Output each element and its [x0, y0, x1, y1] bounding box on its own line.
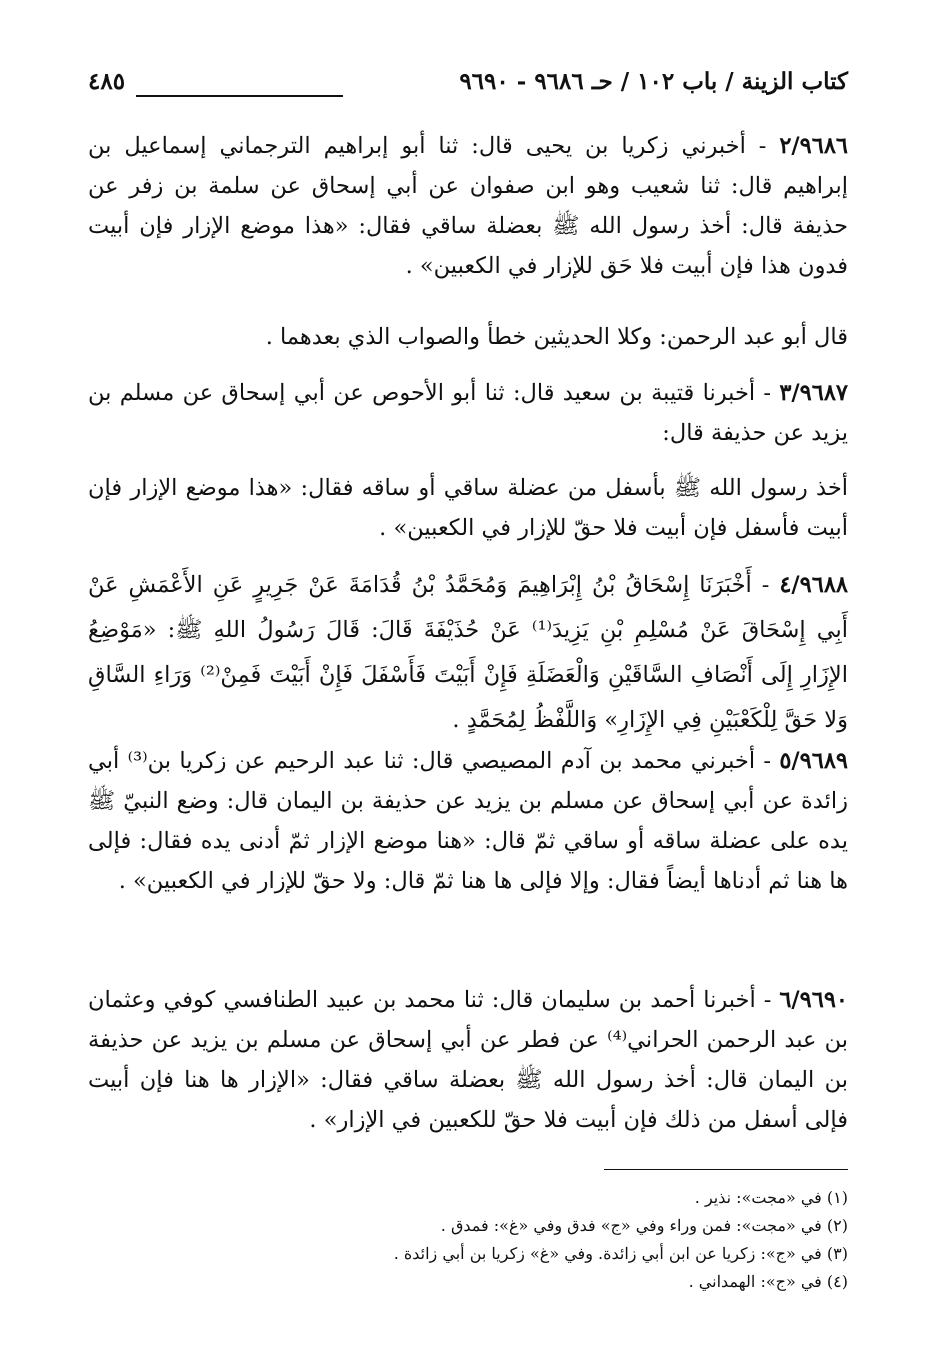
hadith-number: ٥/٩٦٨٩ — [779, 748, 848, 774]
hadith-9687-matn — [88, 468, 848, 548]
footnote-1: (١) في «مجت»: نذير . — [694, 1188, 848, 1207]
hadith-number: ٦/٩٦٩٠ — [779, 987, 848, 1013]
hadith-9688 — [88, 563, 848, 743]
header-rule — [136, 95, 343, 97]
hadith-9689 — [88, 741, 848, 901]
hadith-number: ٢/٩٦٨٦ — [779, 133, 848, 159]
hadith-text: - أخبرني زكريا بن يحيى قال: ثنا أبو إبراهيم الترجماني إسماعيل بن إبراهيم قال: ثنا شعيب وهو ابن صفوان عن أبي إسحاق عن سلمة بن زفر عن حذيفة قال: أخذ رسول الله ﷺ بعضلة ساقي فقال: «هذا موضع الإزار فإن أبيت فدون هذا فإن أبيت فلا حَق للإزار في الكعبين» . — [88, 133, 848, 279]
hadith-text: - أخبرني محمد بن آدم المصيصي قال: ثنا عبد الرحيم عن زكريا بن⁽³⁾ أبي زائدة عن أبي إسحاق عن مسلم بن يزيد عن حذيفة بن اليمان قال: وضع النبيّ ﷺ يده على عضلة ساقه أو ساقي ثمّ قال: «هنا موضع الإزار ثمّ أدنى يده فقال: فإلى ها هنا ثم أدناها أيضاً فقال: وإلا فإلى ها هنا ثمّ قال: ولا حقّ للإزار في الكعبين» . — [88, 748, 848, 894]
comment-text: قال أبو عبد الرحمن: وكلا الحديثين خطأ والصواب الذي بعدهما . — [265, 324, 848, 350]
running-header — [88, 68, 848, 112]
hadith-text: - أَخْبَرَنَا إِسْحَاقُ بْنُ إِبْرَاهِيمَ وَمُحَمَّدُ بْنُ قُدَامَةَ عَنْ جَرِيرٍ عَنِ الأَعْمَشِ عَنْ أَبِي إِسْحَاقَ عَنْ مُسْلِمِ بْنِ يَزِيدَ⁽¹⁾ عَنْ حُذَيْفَةَ قَالَ: قَالَ رَسُولُ اللهِ ﷺ: «مَوْضِعُ الإِزَارِ إِلَى أَنْصَافِ السَّاقَيْنِ وَالْعَضَلَةِ فَإِنْ أَبَيْتَ فَأَسْفَلَ فَإِنْ أَبَيْتَ فَمِنْ⁽²⁾ وَرَاءِ السَّاقِ وَلا حَقَّ لِلْكَعْبَيْنِ فِي الإِزَارِ» وَاللَّفْظُ لِمُحَمَّدٍ . — [88, 572, 849, 733]
hadith-number: ٣/٩٦٨٧ — [779, 380, 848, 406]
hadith-9686 — [88, 126, 848, 286]
book-page — [88, 60, 848, 1350]
page-number: ٤٨٥ — [88, 68, 126, 95]
hadith-9687 — [88, 373, 848, 453]
hadith-9690 — [88, 980, 848, 1140]
footnote-2: (٢) في «مجت»: فمن وراء وفي «ج» فدق وفي «غ»: فمدق . — [440, 1216, 848, 1235]
author-comment — [88, 317, 848, 357]
header-title: كتاب الزينة / باب ١٠٢ / حـ ٩٦٨٦ - ٩٦٩٠ — [459, 68, 848, 95]
hadith-text: أخذ رسول الله ﷺ بأسفل من عضلة ساقي أو ساقه فقال: «هذا موضع الإزار فإن أبيت فأسفل فإن أبيت فلا حقّ للإزار في الكعبين» . — [88, 475, 848, 541]
hadith-number: ٤/٩٦٨٨ — [779, 572, 848, 598]
footnote-3: (٣) في «ج»: زكريا عن ابن أبي زائدة. وفي «غ» زكريا بن أبي زائدة . — [393, 1244, 848, 1263]
hadith-text: - أخبرنا أحمد بن سليمان قال: ثنا محمد بن عبيد الطنافسي كوفي وعثمان بن عبد الرحمن الحراني⁽⁴⁾ عن فطر عن أبي إسحاق عن مسلم بن يزيد عن حذيفة بن اليمان قال: أخذ رسول الله ﷺ بعضلة ساقي فقال: «الإزار ها هنا فإن أبيت فإلى أسفل من ذلك فإن أبيت فلا حقّ للكعبين في الإزار» . — [88, 987, 849, 1133]
footnote-rule — [604, 1169, 848, 1170]
hadith-text: - أخبرنا قتيبة بن سعيد قال: ثنا أبو الأحوص عن أبي إسحاق عن مسلم بن يزيد عن حذيفة قال: — [88, 380, 848, 446]
footnote-4: (٤) في «ج»: الهمداني . — [688, 1272, 848, 1291]
